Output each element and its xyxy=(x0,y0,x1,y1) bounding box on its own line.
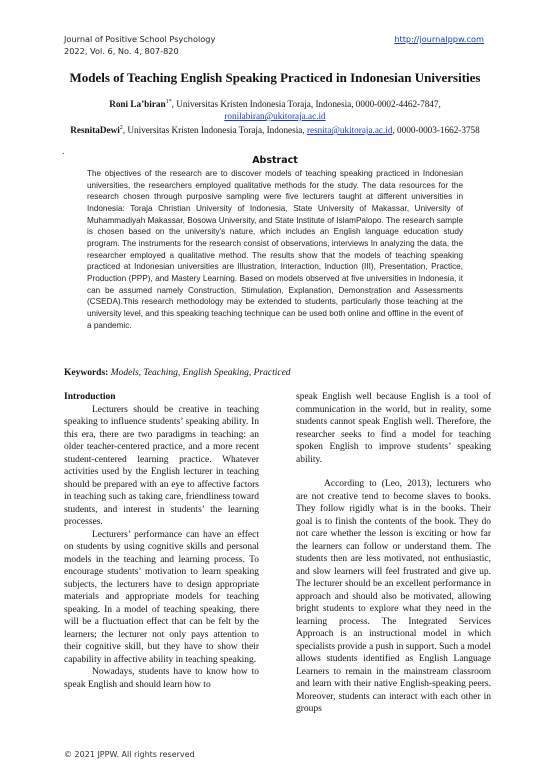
author-2-orcid: , 0000-0003-1662-3758 xyxy=(392,125,480,136)
author-2-line xyxy=(50,122,500,136)
paragraph-spacer xyxy=(296,466,491,478)
paragraph-1: Lecturers should be creative in teaching speaking to influence students’ speaking ability. In this era, there are two paradigms in teaching: an older teacher-centered practice, and a more recent student-centered learning practice. Whatever activities used by the English lecturer in teaching should be prepared with an eye to affective factors in teaching such as taking care, friendliness toward students, and interest in students’ the learning processes. xyxy=(64,404,259,527)
author-2-mark: 2 xyxy=(119,125,123,132)
keywords-line xyxy=(64,367,291,379)
journal-issue: 2022, Vol. 6, No. 4, 807-820 xyxy=(64,46,179,56)
paragraph-4: speak English well because English is a tool of communication in the world, but in reality, some students cannot speak English well. Therefore, the researcher seeks to find a model for teaching spoken English to improve students’ speaking ability. xyxy=(296,392,491,465)
author-1-affiliation: , Universitas Kristen Indonesia Toraja, Indonesia, 0000-0002-4462-7847, xyxy=(171,99,441,110)
abstract-text: The objectives of the research are to discover models of teaching speaking practiced in Indonesian universities, the researchers employed qualitative methods for the study. The data resources for the research chosen through purposive sampling were five lecturers taught at different universities in Indonesia: Toraja Christian University of Indonesia, State University of Makassar, University of Muhammadiyah Makassar, Bosowa University, and State Institute of IslamPalopo. The research sample is chosen based on the university's nature, which includes an English language education study program. The instruments for the research consist of observations, interviews In analyzing the data, the researcher employed a qualitative method. The results show that the models of teaching speaking practiced at Indonesian universities are Illustration, Interaction, Induction (III), Presentation, Practice, Production (PPP), and Mastery Learning. Based on models observed at five universities in Indonesia, it can be assumed namely Construction, Stimulation, Explanation, Demonstration and Assessments (CSEDA).This research methodology may be extended to students, particularly those teaching at the university level, and this speaking teaching technique can be used both online and offline in the event of a pandemic. xyxy=(87,169,463,330)
body-column-right xyxy=(296,391,491,716)
journal-name: Journal of Positive School Psychology xyxy=(64,34,216,44)
author-1-line xyxy=(50,96,500,110)
abstract-heading: Abstract xyxy=(252,155,298,166)
paragraph-3: Nowadays, students have to know how to speak English and should learn how to xyxy=(64,667,259,690)
copyright-footer: © 2021 JPPW. All rights reserved xyxy=(64,750,195,759)
journal-url-link[interactable]: http://journalppw.com xyxy=(394,34,484,44)
author-1-email-link[interactable]: ronilabiran@ukitoraja.ac.id xyxy=(224,111,326,122)
authors-block xyxy=(50,96,500,136)
paragraph-2: Lecturers’ performance can have an effect on students by using cognitive skills and personal models in the teaching and learning process. To encourage students’ motivation to learn speaking subjects, the lecturers have to design appropriate materials and appropriate models for teaching speaking. In a model of teaching speaking, there will be a fluctuation effect that can be felt by the learners; the lecturer not only pays attention to their cognitive skill, but they have to show their capability in affective ability in teaching speaking. xyxy=(64,529,259,665)
paper-title: Models of Teaching English Speaking Practiced in Indonesian Universities xyxy=(69,70,481,85)
author-1-name: Roni La’biran xyxy=(109,99,166,110)
author-2-affiliation: , Universitas Kristen Indonesia Toraja, Indonesia, xyxy=(122,125,307,136)
introduction-heading: Introduction xyxy=(64,392,116,402)
stray-dot: . xyxy=(62,146,65,156)
author-1-mark: 1* xyxy=(165,99,172,105)
keywords-value: Models, Teaching, English Speaking, Practiced xyxy=(108,368,291,378)
paragraph-5: According to (Leo, 2013), lecturers who are not creative tend to become slaves to books. They follow rigidly what is in the books. Their goal is to finish the contents of the book. They do not care whether the lesson is exciting or how far the learners can follow or understand them. The students then are less motivated, not enthusiastic, and slow learners will feel frustrated and give up. The lecturer should be an excellent performance in approach and should also be motivated, allowing bright students to explore what they need in the learning process. The Integrated Services Approach is an instructional model in which specialists provide a push in support. Such a model allows students identified as English Language Learners to remain in the mainstream classroom and learn with their native English-speaking peers. Moreover, students can interact with each other in groups xyxy=(296,479,491,714)
author-2-email-link[interactable]: resnita@ukitoraja.ac.id xyxy=(306,125,393,136)
keywords-label: Keywords: xyxy=(64,368,109,378)
body-column-left xyxy=(64,391,259,691)
author-2-name: ResnitaDewi xyxy=(70,125,120,136)
journal-header xyxy=(64,33,215,57)
